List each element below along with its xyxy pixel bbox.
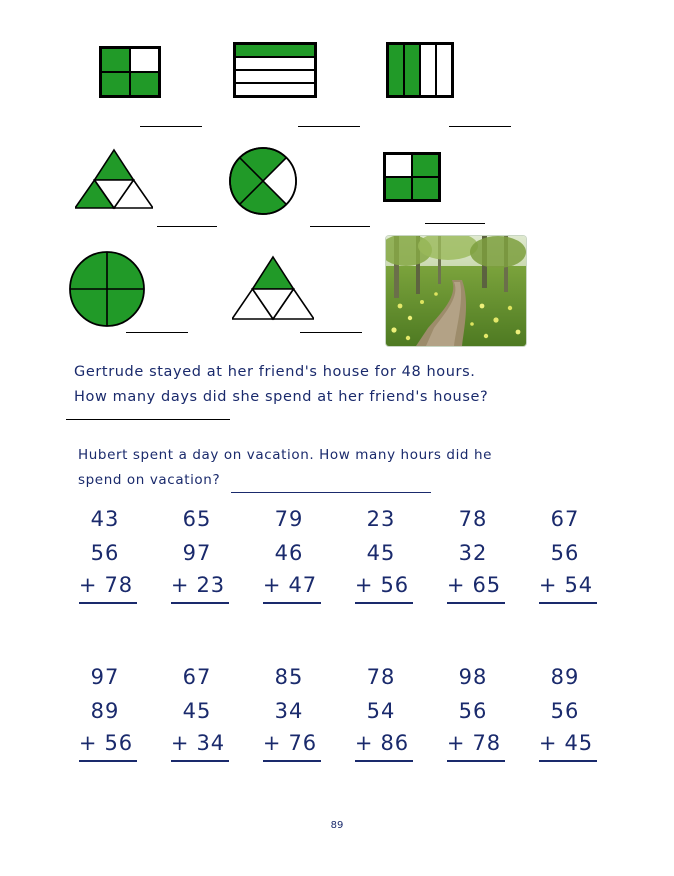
bar-part-1	[235, 44, 315, 57]
addend-bottom-line	[539, 570, 597, 604]
addend-bottom-line	[171, 570, 229, 604]
addend-bottom: 76	[288, 731, 318, 755]
shape-row-1	[60, 42, 490, 98]
addition-problem	[338, 660, 430, 762]
addition-problem	[154, 502, 246, 604]
answer-blank-8[interactable]	[300, 331, 362, 333]
plus-sign: +	[446, 573, 466, 597]
square-part-2	[130, 48, 159, 72]
addend-bottom-line	[79, 728, 137, 762]
shape-item-square-four-parts-three-shaded-2	[383, 152, 441, 202]
addend-bottom: 54	[564, 573, 594, 597]
addend-bottom: 45	[564, 731, 594, 755]
answer-blank-2[interactable]	[298, 125, 360, 127]
word-problem-hubert-answer[interactable]	[231, 491, 431, 493]
addend-bottom-line	[447, 728, 505, 762]
forest-path-photo-image	[386, 236, 526, 346]
strip-part-2	[404, 44, 420, 96]
addend-bottom-line	[171, 728, 229, 762]
shape-item-rectangle-four-strips-two-shaded	[350, 42, 490, 98]
plus-sign: +	[78, 731, 98, 755]
addend-bottom: 56	[380, 573, 410, 597]
plus-sign: +	[170, 573, 190, 597]
plus-sign: +	[262, 731, 282, 755]
addend-bottom: 56	[104, 731, 134, 755]
plus-sign: +	[170, 731, 190, 755]
square-grid-shape-2	[383, 152, 441, 202]
answer-blank-4[interactable]	[157, 225, 217, 227]
addend-middle: 56	[550, 541, 580, 565]
square2-part-2	[412, 154, 439, 177]
addend-top: 78	[366, 665, 396, 689]
addend-top: 89	[550, 665, 580, 689]
plus-sign: +	[262, 573, 282, 597]
word-problem-hubert	[78, 443, 598, 493]
plus-sign: +	[538, 573, 558, 597]
addend-middle: 45	[182, 699, 212, 723]
addend-top: 97	[90, 665, 120, 689]
shape-item-rectangle-four-bars-one-shaded	[200, 42, 350, 98]
addition-problem	[62, 660, 154, 762]
square2-part-1	[385, 154, 412, 177]
circle-x-shape	[228, 146, 298, 216]
addition-problem	[430, 660, 522, 762]
page-number: 89	[330, 820, 344, 831]
answer-blank-1[interactable]	[140, 125, 202, 127]
addend-bottom-line	[447, 570, 505, 604]
plus-sign: +	[538, 731, 558, 755]
shape-item-circle-four-parts-three-shaded	[228, 146, 298, 216]
addend-top: 67	[182, 665, 212, 689]
addend-bottom-line	[539, 728, 597, 762]
word-problem-gertrude-line2: How many days did she spend at her friend's house?	[74, 389, 489, 405]
strip-part-1	[388, 44, 404, 96]
square2-part-4	[412, 177, 439, 200]
forest-path-photo	[386, 236, 526, 346]
bar-part-4	[235, 83, 315, 96]
triangle-grid-shape	[75, 148, 153, 210]
plus-sign: +	[78, 573, 98, 597]
answer-blank-5[interactable]	[310, 225, 370, 227]
addend-bottom: 86	[380, 731, 410, 755]
addition-problem	[154, 660, 246, 762]
addend-bottom: 23	[196, 573, 226, 597]
addend-middle: 45	[366, 541, 396, 565]
bar-part-2	[235, 57, 315, 70]
square-grid-shape	[99, 46, 161, 98]
vertical-strips-shape	[386, 42, 454, 98]
addition-problem	[62, 502, 154, 604]
addend-top: 85	[274, 665, 304, 689]
addend-middle: 97	[182, 541, 212, 565]
square-part-4	[130, 72, 159, 96]
addition-set-2	[62, 660, 614, 762]
addition-set-1	[62, 502, 614, 604]
addend-middle: 89	[90, 699, 120, 723]
plus-sign: +	[354, 573, 374, 597]
word-problem-gertrude	[74, 360, 594, 410]
addend-bottom-line	[355, 728, 413, 762]
addend-bottom-line	[79, 570, 137, 604]
square2-part-3	[385, 177, 412, 200]
answer-blank-6[interactable]	[425, 222, 485, 224]
shape-item-square-four-parts-three-shaded	[60, 46, 200, 98]
addend-top: 78	[458, 507, 488, 531]
word-problem-gertrude-line1: Gertrude stayed at her friend's house for 48 hours.	[74, 364, 476, 380]
square-part-3	[101, 72, 130, 96]
word-problem-hubert-line1: Hubert spent a day on vacation. How many hours did he	[78, 447, 493, 463]
addend-middle: 56	[550, 699, 580, 723]
addend-middle: 46	[274, 541, 304, 565]
word-problem-hubert-line2: spend on vacation?	[78, 472, 221, 488]
answer-blank-3[interactable]	[449, 125, 511, 127]
addend-bottom-line	[263, 728, 321, 762]
addend-top: 65	[182, 507, 212, 531]
addition-problem	[338, 502, 430, 604]
addend-bottom: 65	[472, 573, 502, 597]
addition-problem	[246, 660, 338, 762]
addend-top: 43	[90, 507, 120, 531]
addend-bottom: 78	[472, 731, 502, 755]
square-part-1	[101, 48, 130, 72]
shape-item-circle-four-parts-all-shaded	[68, 250, 146, 328]
addend-bottom: 47	[288, 573, 318, 597]
addend-bottom-line	[355, 570, 413, 604]
addend-middle: 32	[458, 541, 488, 565]
strip-part-4	[436, 44, 452, 96]
strip-part-3	[420, 44, 436, 96]
plus-sign: +	[446, 731, 466, 755]
addend-middle: 34	[274, 699, 304, 723]
addend-top: 67	[550, 507, 580, 531]
addition-problem	[246, 502, 338, 604]
shape-item-triangle-four-parts-one-shaded	[232, 255, 314, 321]
word-problem-gertrude-answer[interactable]	[66, 418, 230, 420]
addend-top: 98	[458, 665, 488, 689]
word-problem-hubert-line2-wrap	[78, 468, 598, 493]
addend-top: 79	[274, 507, 304, 531]
addend-middle: 56	[458, 699, 488, 723]
bar-part-3	[235, 70, 315, 83]
addend-bottom-line	[263, 570, 321, 604]
circle-cross-shape	[68, 250, 146, 328]
addend-top: 23	[366, 507, 396, 531]
addition-problem	[522, 660, 614, 762]
plus-sign: +	[354, 731, 374, 755]
triangle-grid-shape-2	[232, 255, 314, 321]
horizontal-bars-shape	[233, 42, 317, 98]
addition-problem	[430, 502, 522, 604]
shape-item-triangle-four-parts-two-shaded	[75, 148, 153, 210]
addend-bottom: 78	[104, 573, 134, 597]
addend-middle: 54	[366, 699, 396, 723]
addend-middle: 56	[90, 541, 120, 565]
addition-problem	[522, 502, 614, 604]
addend-bottom: 34	[196, 731, 226, 755]
answer-blank-7[interactable]	[126, 331, 188, 333]
